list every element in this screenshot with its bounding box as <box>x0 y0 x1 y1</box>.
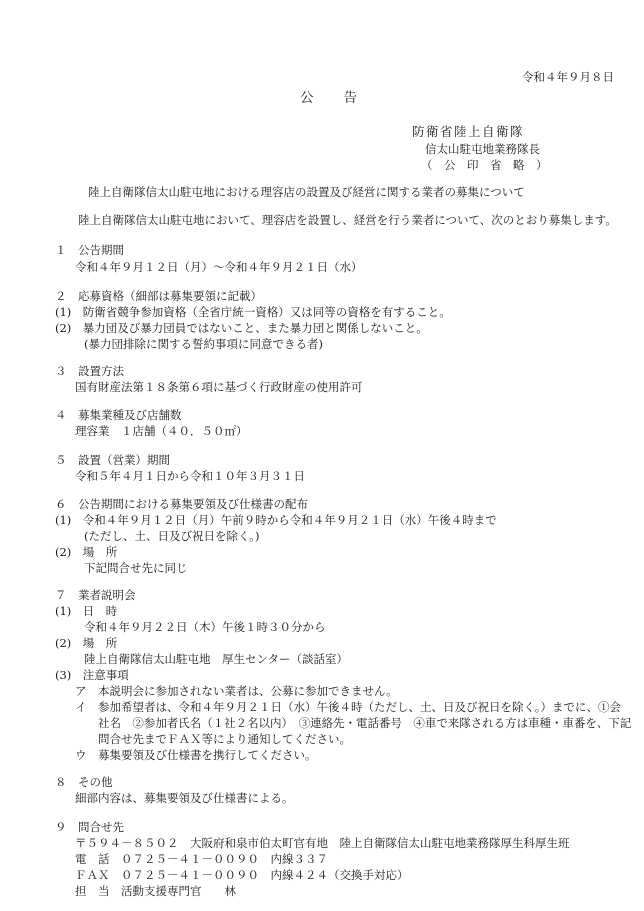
section-item: (1) 日 時 <box>55 604 118 618</box>
notice-date: 令和４年９月８日 <box>522 70 614 84</box>
section-item: (2) 場 所 <box>55 636 118 650</box>
section-item: (1) 令和４年９月１２日（月）午前９時から令和４年９月２１日（水）午後４時まで <box>55 513 497 527</box>
issuer-unit: 信太山駐屯地業務隊長 <box>425 142 540 156</box>
contact-address: 〒５９４－８５０２ 大阪府和泉市伯太町官有地 陸上自衛隊信太山駐屯地業務隊厚生科厚生班 <box>75 836 570 850</box>
contact-phone: 電 話 ０７２５－４１－００９０ 内線３３７ <box>75 852 328 866</box>
caution-item-i-cont: 社名 ②参加者氏名（１社２名以内） ③連絡先・電話番号 ④車で来隊される方は車種・車番を、下記 <box>98 716 632 730</box>
caution-item-u: ウ 募集要領及び仕様書を携行してください。 <box>75 748 317 762</box>
issuer-org: 防衛省陸上自衛隊 <box>412 124 525 139</box>
section-body: 令和４年９月１２日（月）～令和４年９月２１日（水） <box>75 260 363 274</box>
notice-intro: 陸上自衛隊信太山駐屯地において、理容店を設置し、経営を行う業者について、次のとおり募集します。 <box>78 213 617 227</box>
notice-subject: 陸上自衛隊信太山駐屯地における理容店の設置及び経営に関する業者の募集について <box>88 185 525 199</box>
section-heading: ６ 公告期間における募集要領及び仕様書の配布 <box>55 497 308 511</box>
section-heading: ９ 問合せ先 <box>55 820 124 834</box>
section-body: 令和５年４月１日から令和１０年３月３１日 <box>75 469 305 483</box>
section-item: (3) 注意事項 <box>55 668 129 682</box>
section-heading: ４ 募集業種及び店舗数 <box>55 408 182 422</box>
section-heading: ８ その他 <box>55 775 113 789</box>
section-heading: １ 公告期間 <box>55 243 124 257</box>
section-heading: ２ 応募資格（細部は募集要領に記載） <box>55 289 262 303</box>
issuer-seal-note: （ 公 印 省 略 ） <box>421 158 548 172</box>
section-body: 理容業 １店舗（４０．５０㎡） <box>75 424 248 438</box>
contact-person: 担 当 活動支援専門官 林 <box>75 884 236 898</box>
section-item-note: (暴力団排除に関する誓約事項に同意できる者) <box>84 337 323 351</box>
section-body: 細部内容は、募集要領及び仕様書による。 <box>75 791 294 805</box>
section-item-body: 令和４年９月２２日（木）午後１時３０分から <box>84 620 326 634</box>
section-item-note: (ただし、土、日及び祝日を除く。) <box>84 529 260 543</box>
section-item-body: 陸上自衛隊信太山駐屯地 厚生センター（談話室） <box>84 652 349 666</box>
section-heading: ５ 設置（営業）期間 <box>55 453 170 467</box>
section-item: (2) 暴力団及び暴力団員ではないこと、また暴力団と関係しないこと。 <box>55 321 428 335</box>
contact-fax: ＦＡＸ ０７２５－４１－００９０ 内線４２４（交換手対応） <box>75 868 409 882</box>
caution-item-a: ア 本説明会に参加されない業者は、公募に参加できません。 <box>75 684 398 698</box>
section-body: 国有財産法第１８条第６項に基づく行政財産の使用許可 <box>75 380 363 394</box>
notice-title: 公 告 <box>300 90 358 106</box>
section-item: (1) 防衛省競争参加資格（全省庁統一資格）又は同等の資格を有すること。 <box>55 305 451 319</box>
section-item-body: 下記問合せ先に同じ <box>84 561 188 575</box>
section-heading: ７ 業者説明会 <box>55 588 136 602</box>
caution-item-i-cont: 問合せ先までＦＡＸ等により通知してください。 <box>98 732 351 746</box>
section-item: (2) 場 所 <box>55 545 118 559</box>
caution-item-i: イ 参加希望者は、令和４年９月２１日（水）午後４時（ただし、土、日及び祝日を除く。）までに、①会 <box>75 700 622 714</box>
section-heading: ３ 設置方法 <box>55 364 124 378</box>
